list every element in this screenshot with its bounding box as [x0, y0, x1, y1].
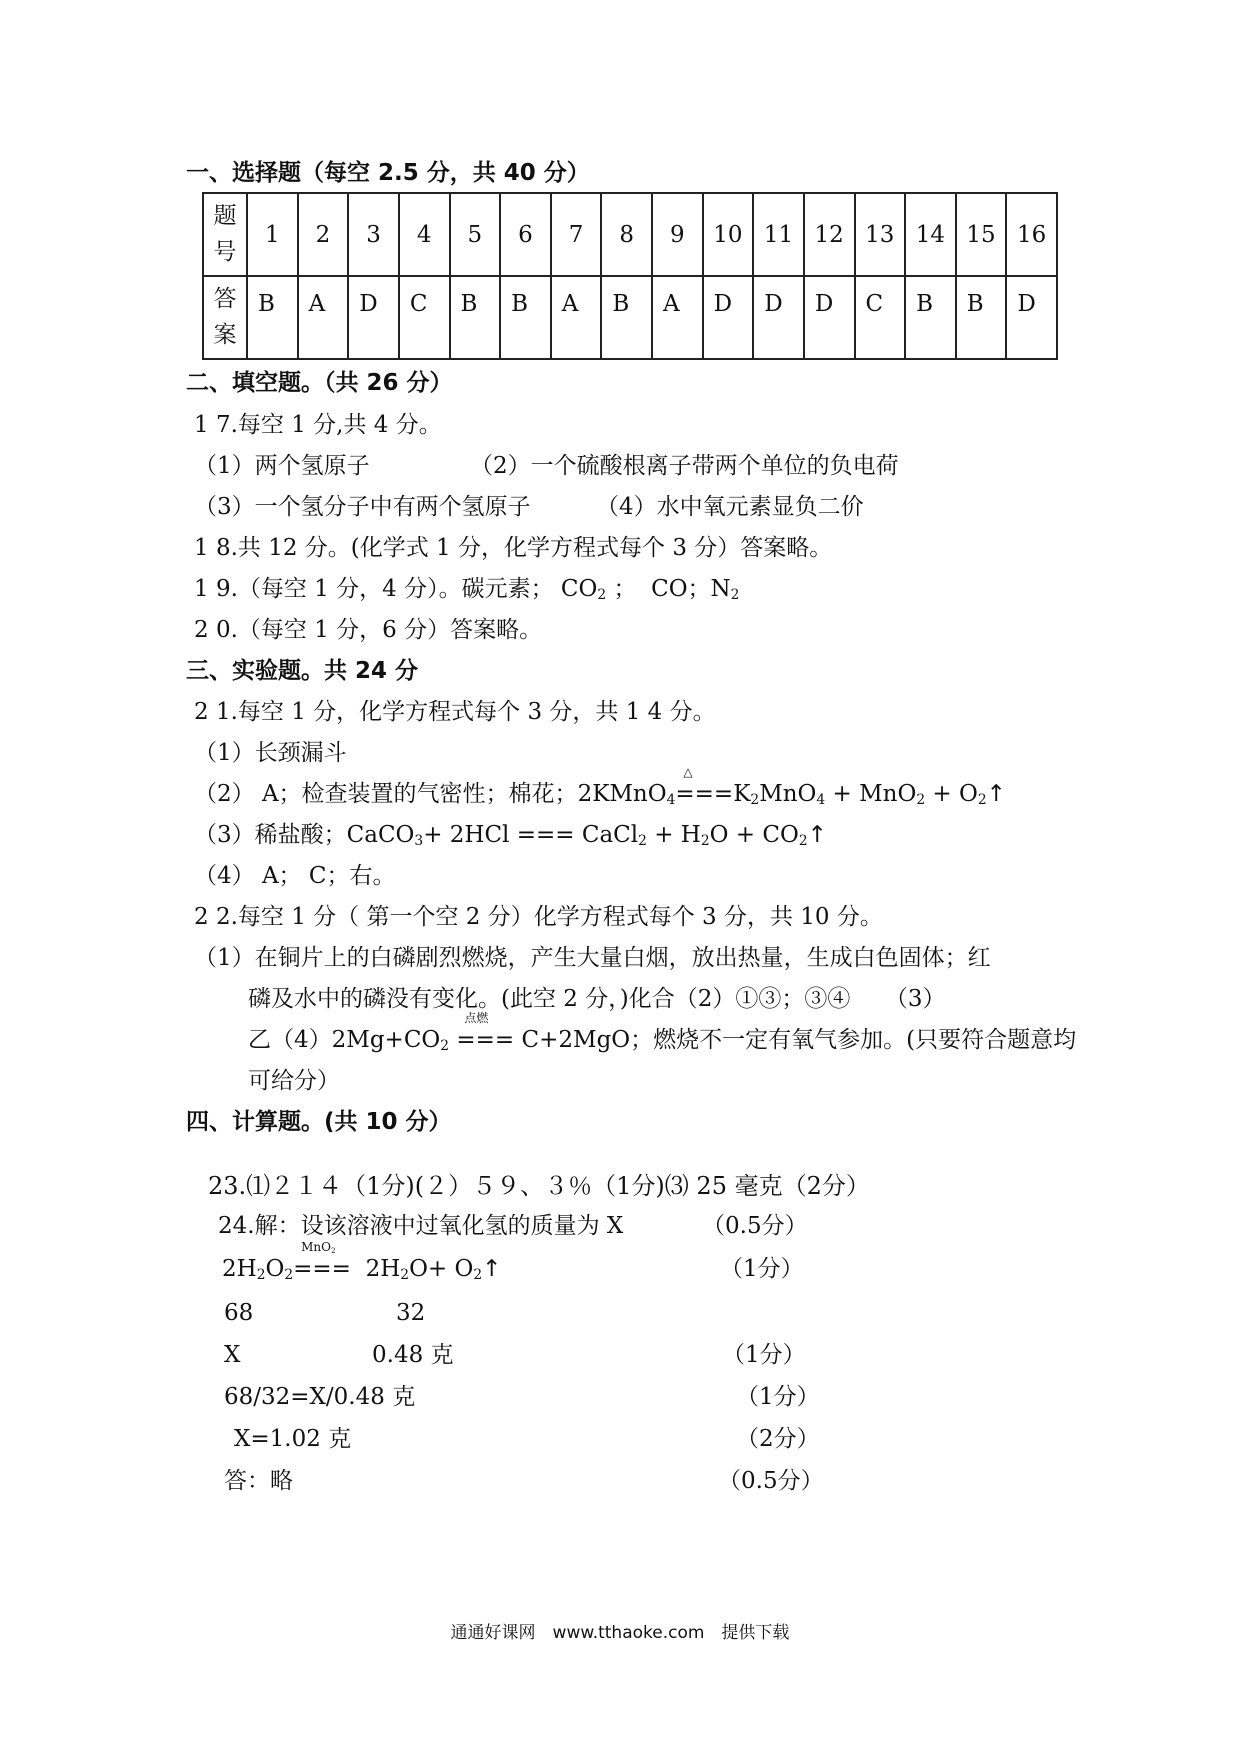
q22-answer-line-3 — [248, 1011, 1077, 1055]
question-number: 7 — [551, 193, 602, 276]
answer-cell: C — [399, 276, 450, 359]
section-3-title: 三、实验题。共 24 分 — [186, 658, 419, 684]
q17-header: 1 7.每空 1 分,共 4 分。 — [194, 412, 442, 438]
q21-answer-1: （1）长颈漏斗 — [194, 740, 347, 766]
answer-cell: A — [652, 276, 703, 359]
unknown-x: X — [224, 1342, 241, 1368]
question-number: 11 — [753, 193, 804, 276]
answer-cell: B — [247, 276, 298, 359]
question-number: 15 — [956, 193, 1007, 276]
question-number: 1 — [247, 193, 298, 276]
answer-cell: B — [450, 276, 501, 359]
question-number: 6 — [500, 193, 551, 276]
answer-table — [202, 192, 1058, 360]
row-header-char: 案 — [213, 321, 237, 348]
h2o2-equation: $2H_2O_2$ MnO$_2$ === $2H_2O+$ $O_2↑$ — [222, 1240, 502, 1284]
answer-cell: D — [1006, 276, 1057, 359]
section-1-title: 一、选择题（每空 2.5 分，共 40 分） — [186, 160, 590, 186]
question-number: 8 — [601, 193, 652, 276]
caco3-equation: CaCO$_3$+ 2HCl === CaCl$_2$ + $H_2O$ + $CO_2↑$ — [346, 822, 827, 850]
q21-answer-2 — [194, 765, 1006, 809]
section-2-title: 二、填空题。（共 26 分） — [186, 370, 453, 396]
q18-line: 1 8.共 12 分。(化学式 1 分，化学方程式每个 3 分）答案略。 — [194, 535, 833, 561]
q20-line: 2 0.（每空 1 分，6 分）答案略。 — [194, 617, 543, 643]
answer-cell: D — [753, 276, 804, 359]
question-number: 14 — [905, 193, 956, 276]
kmno4-equation: 2KMnO$_4$ △ $===K_2MnO_4 + MnO_2$ + $O_2↑$ — [577, 765, 1006, 809]
answer-cell: B — [500, 276, 551, 359]
mg-equation: $2Mg+CO_2$ 点燃 === C+2MgO； — [331, 1011, 654, 1055]
q19-formulas: $CO_2$ ； CO；$N_2$ — [560, 576, 740, 604]
answer-cell: D — [348, 276, 399, 359]
q21-answer-2-text: （2） A；检查装置的气密性；棉花； — [194, 781, 578, 807]
result-x: X=1.02 克 — [234, 1426, 352, 1452]
answer-cell: B — [905, 276, 956, 359]
q17-answer-2: （2）一个硫酸根离子带两个单位的负电荷 — [470, 453, 899, 479]
question-number: 4 — [399, 193, 450, 276]
q22-header: 2 2.每空 1 分（ 第一个空 2 分）化学方程式每个 3 分，共 10 分。 — [194, 904, 883, 930]
row-header-answer — [203, 276, 247, 359]
table-row-question-numbers — [203, 193, 1057, 276]
ratio-equation: 68/32=X/0.48 克 — [224, 1384, 416, 1410]
q17-answer-4: （4）水中氧元素显负二价 — [596, 494, 864, 520]
answer-cell: A — [298, 276, 349, 359]
q17-answer-1: （1）两个氢原子 — [194, 453, 370, 479]
mass-32: 32 — [396, 1300, 426, 1326]
q21-answer-3 — [194, 822, 827, 850]
ratio-score: （1分） — [736, 1384, 820, 1410]
question-number: 9 — [652, 193, 703, 276]
question-number: 16 — [1006, 193, 1057, 276]
q23-line: 23.⑴２１４（1分)(２）５９、３％（1分)⑶ 25 毫克（2分） — [208, 1172, 870, 1200]
answer-cell: B — [956, 276, 1007, 359]
q22-answer-line-1: （1）在铜片上的白磷剧烈燃烧，产生大量白烟，放出热量，生成白色固体；红 — [194, 945, 991, 971]
question-number: 5 — [450, 193, 501, 276]
result-score: （2分） — [736, 1426, 820, 1452]
q22-line-3-suffix: 燃烧不一定有氧气参加。(只要符合题意均 — [653, 1027, 1077, 1053]
footer-source: 通通好课网 www.tthaoke.com 提供下载 — [450, 1623, 790, 1643]
q24-header: 24.解：设该溶液中过氧化氢的质量为 X — [218, 1213, 624, 1239]
row-header-char: 题 — [213, 202, 237, 229]
q19-line — [194, 576, 739, 604]
answer-cell: D — [804, 276, 855, 359]
question-number: 10 — [703, 193, 754, 276]
row-header-char: 号 — [213, 238, 237, 265]
question-number: 13 — [855, 193, 906, 276]
q19-text: 1 9.（每空 1 分，4 分）。碳元素； — [194, 576, 554, 602]
row-header-question — [203, 193, 247, 276]
q24-header-score: （0.5分） — [702, 1213, 808, 1239]
final-answer: 答：略 — [224, 1468, 293, 1494]
q21-answer-3-text: （3）稀盐酸； — [194, 822, 347, 848]
answer-cell: A — [551, 276, 602, 359]
oxygen-mass: 0.48 克 — [372, 1342, 454, 1368]
answer-cell: B — [601, 276, 652, 359]
mass-68: 68 — [224, 1300, 254, 1326]
final-answer-score: （0.5分） — [718, 1468, 824, 1494]
q21-header: 2 1.每空 1 分，化学方程式每个 3 分，共 1 4 分。 — [194, 699, 716, 725]
q17-answer-3: （3）一个氢分子中有两个氢原子 — [194, 494, 531, 520]
question-number: 2 — [298, 193, 349, 276]
proportion-score: （1分） — [722, 1342, 806, 1368]
row-header-char: 答 — [213, 285, 237, 312]
question-number: 3 — [348, 193, 399, 276]
section-4-title: 四、计算题。(共 10 分） — [186, 1109, 452, 1135]
answer-cell: D — [703, 276, 754, 359]
q22-answer-line-2: 磷及水中的磷没有变化。(此空 2 分，)化合（2）①③；③④ （3） — [248, 986, 946, 1012]
answer-cell: C — [855, 276, 906, 359]
equation-score: （1分） — [720, 1256, 804, 1282]
q22-line-3-prefix: 乙（4） — [248, 1027, 332, 1053]
question-number: 12 — [804, 193, 855, 276]
table-row-answers — [203, 276, 1057, 359]
q22-answer-line-4: 可给分） — [248, 1068, 340, 1094]
q21-answer-4: （4） A； C；右。 — [194, 863, 396, 889]
